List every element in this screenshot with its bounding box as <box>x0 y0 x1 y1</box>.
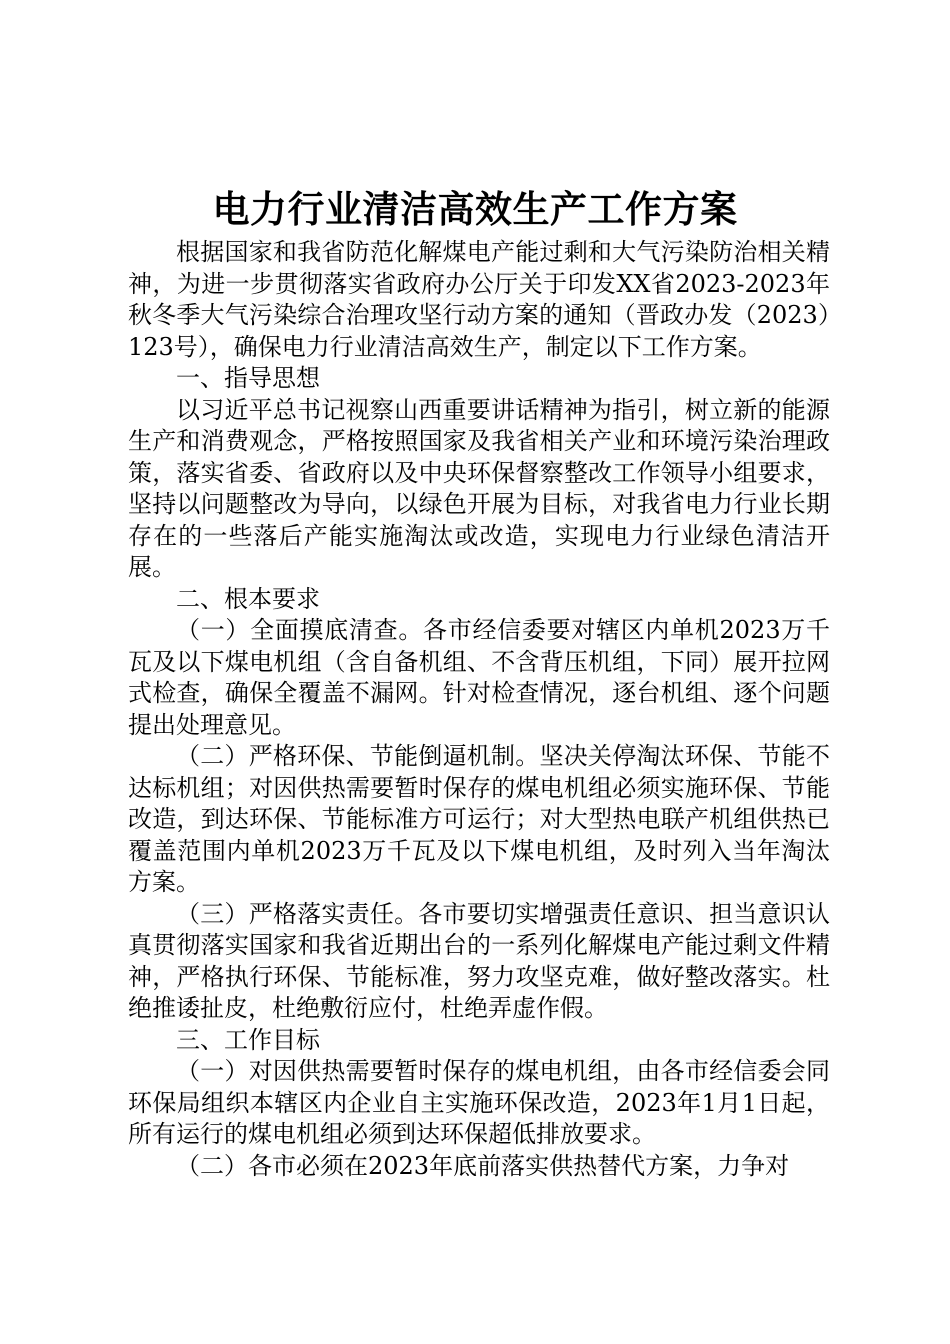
section-heading-basic-requirements: 二、根本要求 <box>176 584 320 613</box>
paragraph-requirement-2: （二）严格环保、节能倒逼机制。坚决关停淘汰环保、节能不达标机组；对因供热需要暂时保存的煤电机组必须实施环保、节能改造，到达环保、节能标准方可运行；对大型热电联产机组供热已覆盖范围内单机2023万千瓦及以下煤电机组，及时列入当年淘汰方案。 <box>128 742 830 896</box>
paragraph-guiding-ideology: 以习近平总书记视察山西重要讲话精神为指引，树立新的能源生产和消费观念，严格按照国家及我省相关产业和环境污染治理政策，落实省委、省政府以及中央环保督察整改工作领导小组要求，坚持以问题整改为导向，以绿色开展为目标，对我省电力行业长期存在的一些落后产能实施淘汰或改造，实现电力行业绿色清洁开展。 <box>128 395 830 581</box>
document-title: 电力行业清洁高效生产工作方案 <box>212 187 738 231</box>
document-body <box>128 237 830 1182</box>
paragraph-requirement-1: （一）全面摸底清查。各市经信委要对辖区内单机2023万千瓦及以下煤电机组（含自备机组、不含背压机组，下同）展开拉网式检查，确保全覆盖不漏网。针对检查情况，逐台机组、逐个问题提出处理意见。 <box>128 616 830 739</box>
paragraph-goal-1: （一）对因供热需要暂时保存的煤电机组，由各市经信委会同环保局组织本辖区内企业自主实施环保改造，2023年1月1日起，所有运行的煤电机组必须到达环保超低排放要求。 <box>128 1057 830 1148</box>
paragraph-intro: 根据国家和我省防范化解煤电产能过剩和大气污染防治相关精神，为进一步贯彻落实省政府办公厅关于印发XX省2023-2023年秋冬季大气污染综合治理攻坚行动方案的通知（晋政办发（2023）123号），确保电力行业清洁高效生产，制定以下工作方案。 <box>128 238 830 361</box>
section-heading-work-goals: 三、工作目标 <box>176 1025 320 1054</box>
paragraph-requirement-3: （三）严格落实责任。各市要切实增强责任意识、担当意识认真贯彻落实国家和我省近期出台的一系列化解煤电产能过剩文件精神，严格执行环保、节能标准，努力攻坚克难，做好整改落实。杜绝推诿扯皮，杜绝敷衍应付，杜绝弄虚作假。 <box>128 899 830 1022</box>
paragraph-goal-2: （二）各市必须在2023年底前落实供热替代方案，力争对 <box>176 1151 790 1180</box>
section-heading-guiding-ideology: 一、指导思想 <box>176 364 320 392</box>
